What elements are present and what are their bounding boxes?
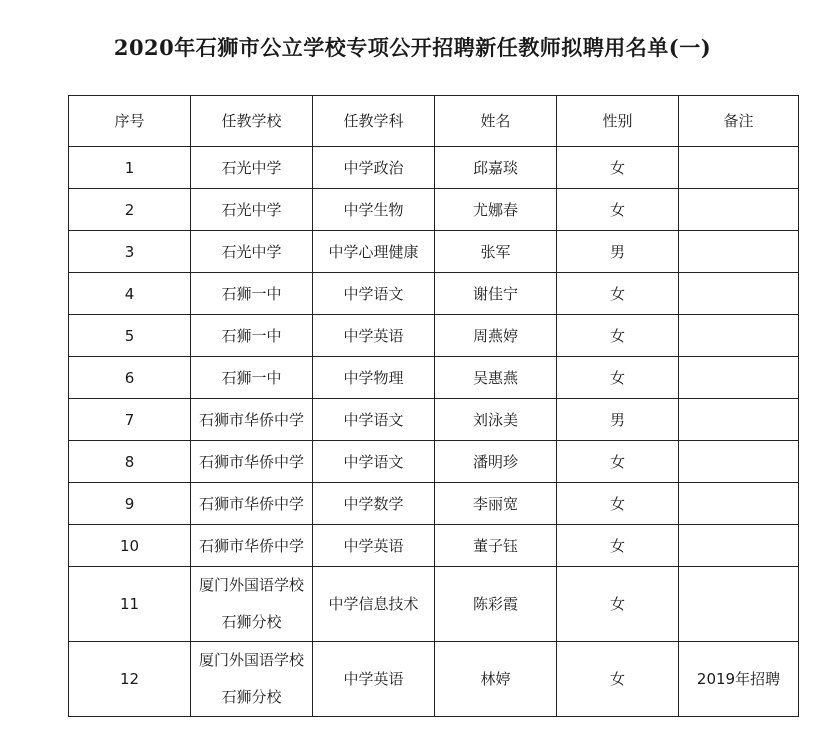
cell-subject: 中学英语: [313, 525, 435, 567]
cell-note: [679, 357, 799, 399]
cell-subject: 中学数学: [313, 483, 435, 525]
header-subject: 任教学科: [313, 96, 435, 147]
cell-gender: 女: [557, 483, 679, 525]
cell-school-line: 石光中学: [221, 242, 282, 261]
cell-no: 4: [69, 273, 191, 315]
cell-note: [679, 399, 799, 441]
cell-gender: 女: [557, 315, 679, 357]
cell-school-line: 石狮一中: [221, 368, 282, 387]
cell-gender: 男: [557, 231, 679, 273]
cell-no: 8: [69, 441, 191, 483]
cell-school: [191, 525, 313, 567]
cell-no: 2: [69, 189, 191, 231]
cell-note: [679, 441, 799, 483]
table-row: [69, 399, 799, 441]
table-row: [69, 441, 799, 483]
cell-school: [191, 147, 313, 189]
cell-school-line: 石狮一中: [221, 326, 282, 345]
cell-gender: 女: [557, 441, 679, 483]
cell-note: 2019年招聘: [679, 642, 799, 717]
cell-gender: 女: [557, 147, 679, 189]
cell-no: 1: [69, 147, 191, 189]
document-title: 2020年石狮市公立学校专项公开招聘新任教师拟聘用名单(一): [113, 35, 712, 60]
table-row: [69, 357, 799, 399]
header-no: 序号: [69, 96, 191, 147]
hiring-list-table: [68, 95, 799, 717]
cell-subject: 中学英语: [313, 315, 435, 357]
cell-gender: 女: [557, 567, 679, 642]
cell-name: 刘泳美: [435, 399, 557, 441]
cell-note: [679, 525, 799, 567]
cell-subject: 中学政治: [313, 147, 435, 189]
cell-gender: 女: [557, 189, 679, 231]
cell-school: [191, 483, 313, 525]
cell-school-line: 石狮市华侨中学: [198, 494, 304, 513]
table-row: [69, 147, 799, 189]
cell-subject: 中学生物: [313, 189, 435, 231]
cell-school: [191, 231, 313, 273]
table-row: [69, 231, 799, 273]
cell-subject: 中学语文: [313, 273, 435, 315]
cell-subject: 中学物理: [313, 357, 435, 399]
cell-school: [191, 399, 313, 441]
table-body: [69, 147, 799, 717]
cell-subject: 中学英语: [313, 642, 435, 717]
cell-name: 周燕婷: [435, 315, 557, 357]
cell-no: 11: [69, 567, 191, 642]
cell-gender: 女: [557, 273, 679, 315]
cell-gender: 女: [557, 357, 679, 399]
cell-name: 邱嘉琰: [435, 147, 557, 189]
table-row: [69, 315, 799, 357]
cell-name: 潘明珍: [435, 441, 557, 483]
cell-note: [679, 231, 799, 273]
cell-school: [191, 642, 313, 717]
cell-no: 7: [69, 399, 191, 441]
header-school: 任教学校: [191, 96, 313, 147]
cell-no: 3: [69, 231, 191, 273]
cell-school-line: 石狮市华侨中学: [198, 410, 304, 429]
header-gender: 性别: [557, 96, 679, 147]
cell-subject: 中学信息技术: [313, 567, 435, 642]
cell-school-line: 石狮市华侨中学: [198, 536, 304, 555]
cell-subject: 中学心理健康: [313, 231, 435, 273]
cell-school-line: 石狮市华侨中学: [198, 452, 304, 471]
cell-school-line: 石光中学: [221, 158, 282, 177]
cell-gender: 女: [557, 525, 679, 567]
cell-name: 李丽宽: [435, 483, 557, 525]
cell-name: 林婷: [435, 642, 557, 717]
cell-school: [191, 567, 313, 642]
table-row: [69, 525, 799, 567]
cell-school: [191, 189, 313, 231]
cell-note: [679, 273, 799, 315]
cell-note: [679, 315, 799, 357]
cell-subject: 中学语文: [313, 399, 435, 441]
cell-note: [679, 147, 799, 189]
cell-subject: 中学语文: [313, 441, 435, 483]
cell-name: 陈彩霞: [435, 567, 557, 642]
cell-school: [191, 273, 313, 315]
table-row: [69, 642, 799, 717]
cell-note: [679, 567, 799, 642]
cell-school-line: 厦门外国语学校: [198, 651, 304, 669]
cell-name: 张军: [435, 231, 557, 273]
table-row: [69, 189, 799, 231]
cell-name: 谢佳宁: [435, 273, 557, 315]
cell-school-line: 石光中学: [221, 200, 282, 219]
cell-no: 9: [69, 483, 191, 525]
table-row: [69, 483, 799, 525]
cell-school-line: 石狮一中: [221, 284, 282, 303]
header-name: 姓名: [435, 96, 557, 147]
cell-school-line: 厦门外国语学校: [198, 576, 304, 594]
cell-no: 5: [69, 315, 191, 357]
cell-note: [679, 483, 799, 525]
cell-school-line: 石狮分校: [221, 688, 282, 706]
table-row: [69, 567, 799, 642]
cell-gender: 女: [557, 642, 679, 717]
cell-no: 12: [69, 642, 191, 717]
cell-school-line: 石狮分校: [221, 613, 282, 631]
cell-school: [191, 357, 313, 399]
header-note: 备注: [679, 96, 799, 147]
cell-name: 董子钰: [435, 525, 557, 567]
cell-note: [679, 189, 799, 231]
cell-gender: 男: [557, 399, 679, 441]
cell-no: 6: [69, 357, 191, 399]
cell-school: [191, 441, 313, 483]
cell-name: 尤娜春: [435, 189, 557, 231]
cell-no: 10: [69, 525, 191, 567]
cell-school: [191, 315, 313, 357]
cell-name: 吴惠燕: [435, 357, 557, 399]
table-row: [69, 273, 799, 315]
header-row: [69, 96, 799, 147]
